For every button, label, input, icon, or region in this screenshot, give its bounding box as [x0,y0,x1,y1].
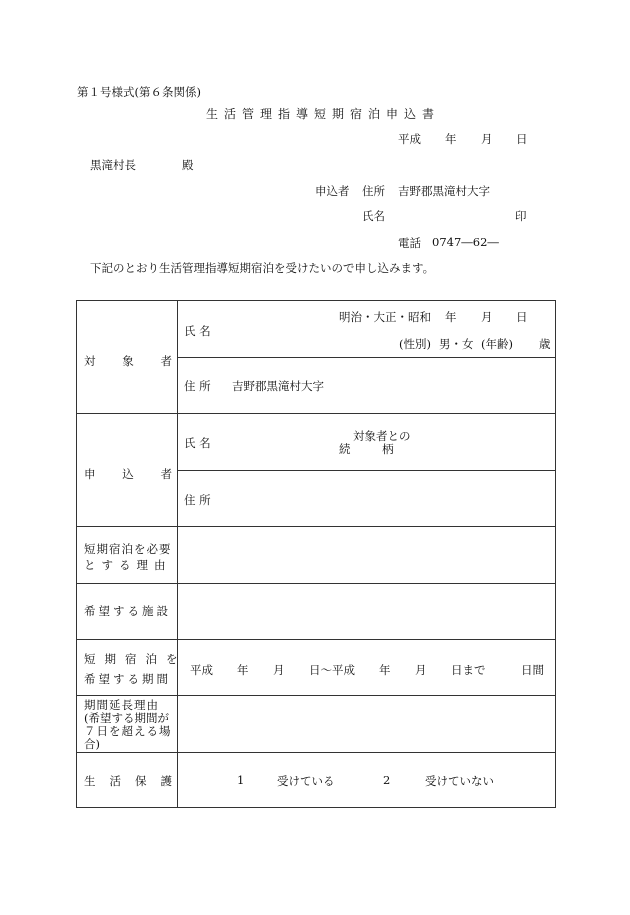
document-title: 生活管理指導短期宿泊申込書 [206,107,441,121]
column-divider [177,301,178,807]
applicant-address-label: 住所 [362,184,385,198]
subject-name-label: 氏 名 [184,324,211,338]
reason-label-line2: とする理由 [84,558,172,572]
gender-label: (性別) [399,337,431,351]
period-label-line2: 希望する期間 [84,672,171,686]
period-days: 日間 [521,663,544,677]
extension-label-line2: (希望する期間が [84,711,169,725]
addressee-name: 黒滝村長 [90,158,136,172]
date-era: 平成 [398,132,421,146]
reason-label-line1: 短期宿泊を必要 [84,542,172,556]
extension-label-line3: ７日を超える場 [84,724,172,738]
row-divider [77,752,555,753]
applicant-label: 申込者 [315,184,350,198]
period-end-month: 月 [415,663,427,677]
applicant-name-label: 氏名 [362,209,385,223]
birth-eras: 明治・大正・昭和 [339,310,431,324]
facility-label: 希望する施設 [84,604,171,618]
period-day-separator: 日～平成 [309,663,355,677]
welfare-option2-number: 2 [383,773,391,787]
date-day: 日 [516,132,528,146]
row-divider [77,413,555,414]
form-number: 第１号様式(第６条関係) [77,85,201,99]
age-unit: 歳 [539,337,551,351]
age-label: (年齢) [481,337,513,351]
application-table [76,300,556,808]
applicant-row-label: 申 込 者 [84,467,172,481]
subject-label: 対 象 者 [84,354,172,368]
relation-label-line1: 対象者との [353,429,411,443]
birth-day-unit: 日 [516,310,528,324]
applicant-address-value: 吉野郡黒滝村大字 [398,184,490,198]
phone-label: 電話 [398,236,421,250]
addressee-honorific: 殿 [182,158,194,172]
subrow-divider [177,470,555,471]
period-label-line1: 短期宿泊を [84,652,187,666]
applicant-name-label-cell: 氏 名 [184,436,211,450]
phone-value: 0747―62― [432,235,499,249]
row-divider [77,695,555,696]
gender-options: 男・女 [439,337,474,351]
subject-address-label: 住 所 [184,379,211,393]
period-start-month: 月 [273,663,285,677]
period-start-era: 平成 [190,663,213,677]
birth-year-unit: 年 [445,310,457,324]
period-end-year: 年 [379,663,391,677]
birth-month-unit: 月 [481,310,493,324]
extension-label-line1: 期間延長理由 [84,698,159,712]
period-until: 日まで [451,663,486,677]
welfare-option1-number: 1 [237,773,245,787]
welfare-option2-label: 受けていない [425,774,494,788]
welfare-option1-label: 受けている [277,774,335,788]
row-divider [77,526,555,527]
applicant-address-label-cell: 住 所 [184,493,211,507]
date-month: 月 [481,132,493,146]
row-divider [77,639,555,640]
intro-text: 下記のとおり生活管理指導短期宿泊を受けたいので申し込みます。 [90,261,435,275]
subrow-divider [177,357,555,358]
welfare-label: 生 活 保 護 [84,774,172,788]
date-year: 年 [445,132,457,146]
seal-mark: 印 [515,209,527,223]
extension-label-line4: 合) [84,737,100,751]
subject-address-value: 吉野郡黒滝村大字 [232,379,324,393]
relation-label-line2: 続 柄 [339,442,408,456]
row-divider [77,583,555,584]
period-start-year: 年 [237,663,249,677]
